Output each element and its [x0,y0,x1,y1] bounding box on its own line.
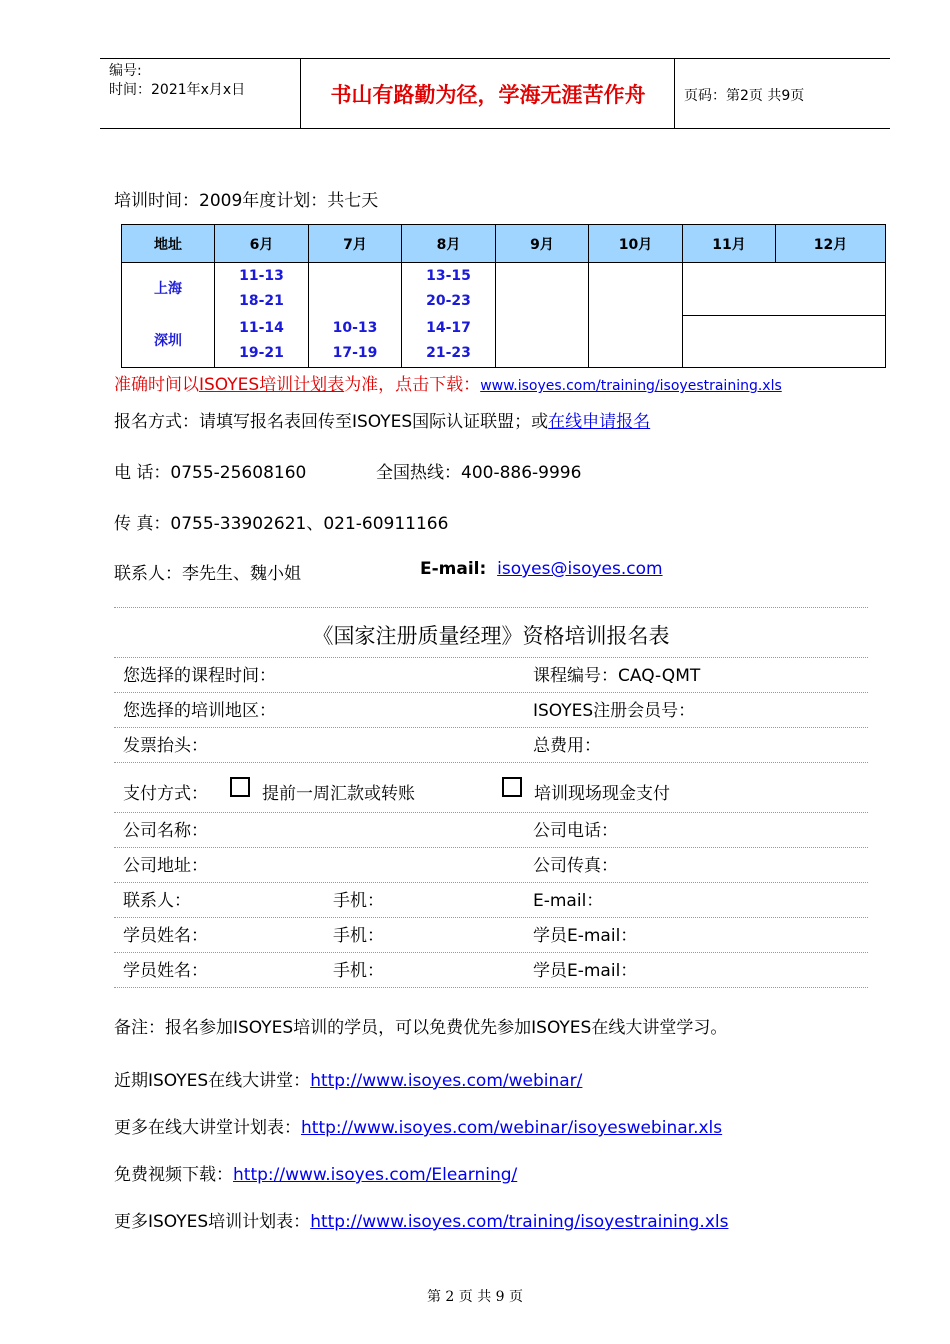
date-cell [215,315,309,368]
date-range: 11-13 [239,268,284,284]
member-number-label: ISOYES注册会员号： [533,701,696,721]
date-cell [215,263,309,316]
webinar-label: 近期ISOYES在线大讲堂： [114,1071,311,1091]
contact-email [420,559,663,579]
header-time: 时间：2021年x月x日 [109,82,246,98]
city-cell: 上海 [122,263,215,316]
date-cell [309,315,402,368]
total-fee-label: 总费用： [533,736,601,756]
company-address-label: 公司地址： [123,856,208,876]
email-link[interactable]: isoyes@isoyes.com [497,559,663,579]
plan-link[interactable]: ISOYES培训计划表 [199,375,345,395]
training-plan-link[interactable]: http://www.isoyes.com/training/isoyestraining.xls [310,1212,729,1232]
schedule-table [121,224,886,368]
empty-cell [496,315,589,368]
pay-cash-checkbox[interactable] [502,777,522,797]
date-range: 13-15 [426,268,471,284]
training-plan-label: 更多ISOYES培训计划表： [114,1212,311,1232]
date-range: 17-19 [332,345,378,361]
header-divider [674,59,675,128]
divider [114,657,868,658]
date-range: 21-23 [426,345,471,361]
divider [114,882,868,883]
date-cell [309,263,402,316]
divider [114,952,868,953]
phone: 电 话：0755-25608160 [114,463,307,483]
mobile-label: 手机： [333,961,384,981]
video-line [114,1160,517,1185]
signup-text: 报名方式：请填写报名表回传至ISOYES国际认证联盟；或 [114,412,549,432]
payment-label: 支付方式： [123,784,208,804]
date-range: 10-13 [332,320,378,336]
form-title: 《国家注册质量经理》资格培训报名表 [312,624,670,648]
student-name-label: 学员姓名： [123,926,208,946]
region-label: 您选择的培训地区： [123,701,276,721]
header-motto: 书山有路勤为径，学海无涯苦作舟 [330,82,646,107]
date-range: 19-21 [239,345,284,361]
divider [114,917,868,918]
online-signup-link[interactable]: 在线申请报名 [548,412,651,432]
schedule-note [114,370,782,395]
webinar-link[interactable]: http://www.isoyes.com/webinar/ [310,1071,583,1091]
webinar-plan-line [114,1113,722,1138]
column-header: 9月 [496,225,589,263]
divider [114,762,868,763]
city-cell: 深圳 [122,315,215,368]
date-cell [402,315,496,368]
video-link[interactable]: http://www.isoyes.com/Elearning/ [233,1165,518,1185]
divider [114,847,868,848]
date-range: 11-14 [239,320,284,336]
student-email-label: 学员E-mail： [533,961,638,981]
webinar-line [114,1066,582,1091]
column-header: 7月 [309,225,402,263]
company-fax-label: 公司传真： [533,856,618,876]
divider [114,812,868,813]
divider [114,727,868,728]
column-header: 11月 [683,225,776,263]
pay-cash-label: 培训现场现金支付 [534,784,670,804]
note-prefix: 准确时间以 [114,375,199,395]
company-phone-label: 公司电话： [533,821,618,841]
empty-cell [589,315,683,368]
student-name-label: 学员姓名： [123,961,208,981]
date-cell [402,263,496,316]
header-divider [300,59,301,128]
course-code: 课程编号：CAQ-QMT [533,666,701,686]
date-range: 18-21 [239,293,284,309]
contact-person-label: 联系人： [123,891,191,911]
table-header-row [122,225,886,263]
header-number: 编号: [109,63,142,79]
pay-transfer-label: 提前一周汇款或转账 [262,784,415,804]
webinar-plan-label: 更多在线大讲堂计划表： [114,1118,301,1138]
mobile-label: 手机： [333,926,384,946]
course-time-label: 您选择的课程时间： [123,666,276,686]
hotline: 全国热线：400-886-9996 [376,463,582,483]
invoice-label: 发票抬头： [123,736,208,756]
divider [114,987,868,988]
note-middle: 为准，点击下载： [344,375,481,395]
date-range: 20-23 [426,293,471,309]
mobile-label: 手机： [333,891,384,911]
empty-cell [589,263,683,316]
download-link[interactable]: www.isoyes.com/training/isoyestraining.xls [480,378,782,394]
pay-transfer-checkbox[interactable] [230,777,250,797]
signup-method [114,407,650,432]
email-label: E-mail: [420,559,487,579]
company-name-label: 公司名称： [123,821,208,841]
contact-person: 联系人：李先生、魏小姐 [114,564,301,584]
training-plan-line [114,1207,728,1232]
training-time: 培训时间：2009年度计划：共七天 [114,191,379,211]
column-header: 10月 [589,225,683,263]
empty-cell [683,315,886,368]
email-label: E-mail： [533,891,604,911]
page-footer: 第 2 页 共 9 页 [426,1289,524,1305]
column-header: 6月 [215,225,309,263]
column-header: 地址 [122,225,215,263]
webinar-plan-link[interactable]: http://www.isoyes.com/webinar/isoyeswebinar.xls [301,1118,723,1138]
table-row [122,315,886,368]
remark-note: 备注：报名参加ISOYES培训的学员，可以免费优先参加ISOYES在线大讲堂学习。 [114,1018,728,1038]
video-label: 免费视频下载： [114,1165,233,1185]
header-page-info: 页码：第2页 共9页 [684,88,805,104]
date-range: 14-17 [426,320,471,336]
student-email-label: 学员E-mail： [533,926,638,946]
empty-cell [496,263,589,316]
page-header [100,58,890,129]
table-row [122,263,886,316]
header-meta [109,62,245,100]
column-header: 8月 [402,225,496,263]
empty-cell [683,263,886,316]
column-header: 12月 [776,225,886,263]
divider [114,607,868,608]
divider [114,692,868,693]
fax: 传 真：0755-33902621、021-60911166 [114,514,449,534]
